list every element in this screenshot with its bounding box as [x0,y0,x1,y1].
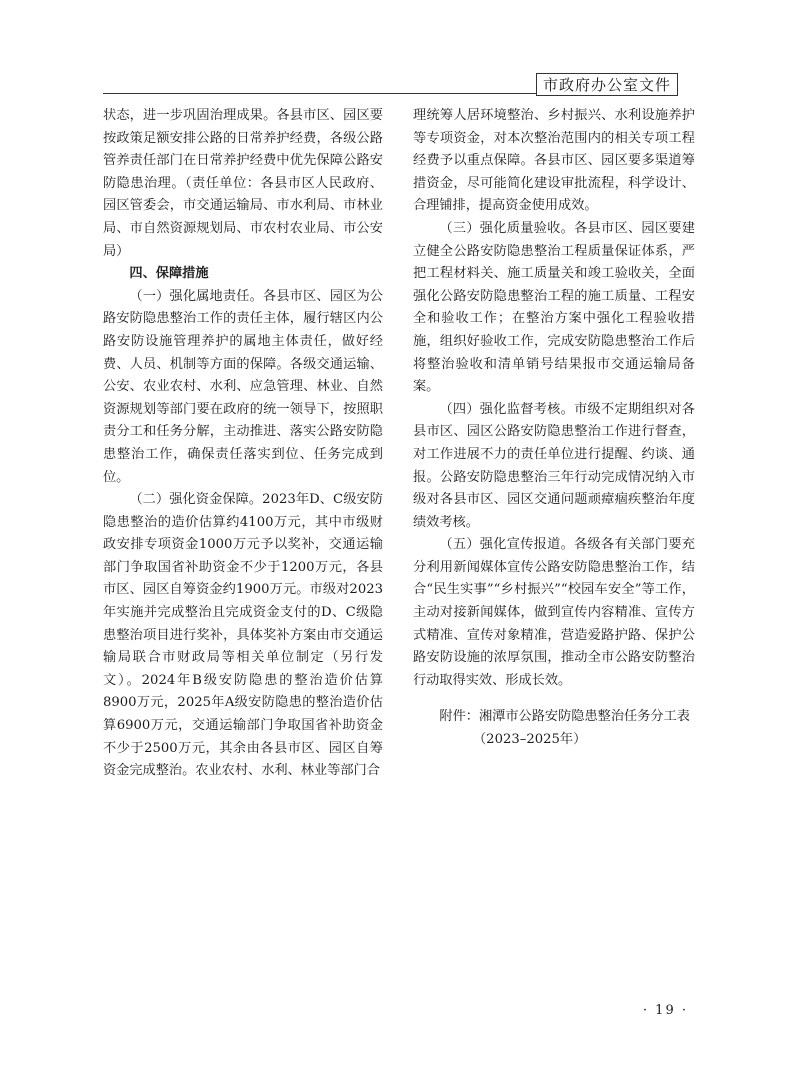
paragraph-funding-guarantee: （二）强化资金保障。2023年D、C级安防隐患整治的造价估算约4100万元，其中市级财政安排专项资金1000万元予以奖补，交通运输部门争取国省补助资金不少于1200万元，各县市区、园区自筹资金约1900万元。市级对2023年实施并完成整治且完成资金支付的D、C级隐患整治项目进行奖补，具体奖补方案由市交通运输局联合市财政局等相关单位制定（另行发文）。2024年B级安防隐患的整治造价估算8900万元，2025年A级安防隐患的整治造价估算6900万元，交通运输部门争取国省补助资金不少于2500万元，其余由各县市区、园区自筹资金完成整治。农业农村、水利、林业等部门合 [103,492,383,779]
attachment-title: 附件：湘潭市公路安防隐患整治任务分工表 [439,709,690,725]
attachment-note [413,706,695,751]
section-heading: 四、保障措施 [129,266,209,282]
paragraph-publicity: （五）强化宣传报道。各级各有关部门要充分利用新闻媒体宣传公路安防隐患整治工作，结合“民生实事”“乡村振兴”“校园车安全”等工作，主动对接新闻媒体，做到宣传内容精准、宣传方式精准、宣传对象精准，营造爱路护路、保护公路安防设施的浓厚氛围，推动全市公路安防整治行动取得实效、形成长效。 [413,537,695,688]
attachment-years: （2023–2025年） [473,732,587,748]
paragraph-continuation-right: 理统筹人居环境整治、乡村振兴、水利设施养护等专项资金，对本次整治范围内的相关专项工程经费予以重点保障。各县市区、园区要多渠道筹措资金，尽可能简化建设审批流程，科学设计、合理铺排，提高资金使用成效。 [413,108,695,214]
paragraph-continuation: 状态，进一步巩固治理成果。各县市区、园区要按政策足额安排公路的日常养护经费，各级公路管养责任部门在日常养护经费中优先保障公路安防隐患治理。（责任单位：各县市区人民政府、园区管委会，市交通运输局、市水利局、市林业局、市自然资源规划局、市农村农业局、市公安局） [103,108,383,259]
right-column [413,105,695,752]
page-number: · 19 · [642,1003,688,1018]
paragraph-quality-acceptance: （三）强化质量验收。各县市区、园区要建立健全公路安防隐患整治工程质量保证体系，严把工程材料关、施工质量关和竣工验收关，全面强化公路安防隐患整治工程的施工质量、工程安全和验收工作；在整治方案中强化工程验收措施，组织好验收工作，完成安防隐患整治工作后将整治验收和清单销号结果报市交通运输局备案。 [413,220,695,395]
paragraph-territorial-responsibility: （一）强化属地责任。各县市区、园区为公路安防隐患整治工作的责任主体，履行辖区内公路安防设施管理养护的属地主体责任，做好经费、人员、机制等方面的保障。各级交通运输、公安、农业农村、水利、应急管理、林业、自然资源规划等部门要在政府的统一领导下，按照职责分工和任务分解，主动推进、落实公路安防隐患整治工作，确保责任落实到位、任务完成到位。 [103,288,383,485]
paragraph-supervision-assessment: （四）强化监督考核。市级不定期组织对各县市区、园区公路安防隐患整治工作进行督查，对工作进展不力的责任单位进行提醒、约谈、通报。公路安防隐患整治三年行动完成情况纳入市级对各县市区、园区交通问题顽瘴痼疾整治年度绩效考核。 [413,401,695,530]
left-column [103,105,383,783]
section-badge: 市政府办公室文件 [536,73,678,96]
